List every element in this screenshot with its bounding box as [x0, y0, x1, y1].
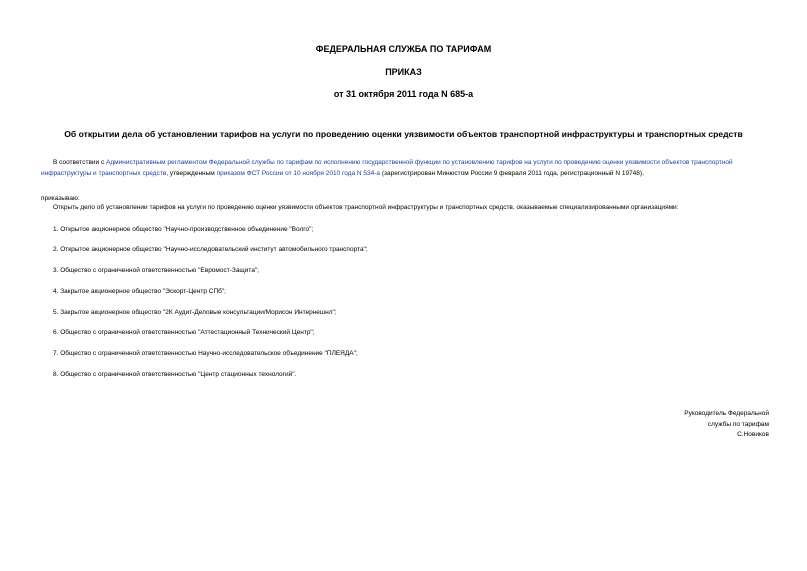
- order-534a-link[interactable]: приказом ФСТ России от 10 ноября 2010 года N 534-а: [216, 170, 381, 177]
- list-item: 2. Открытое акционерное общество "Научно-исследовательский институт автомобильного транспорта";: [53, 246, 368, 253]
- list-item: 4. Закрытое акционерное общество "Эскорт-Центр СПб";: [53, 288, 226, 295]
- list-item: 3. Общество с ограниченной ответственностью "Евромост-Защита";: [53, 267, 260, 274]
- list-item: 6. Общество с ограниченной ответственностью "Аттестационный Технический Центр";: [53, 329, 315, 336]
- intro-mid: , утвержденным: [166, 170, 217, 177]
- intro-paragraph: [41, 157, 771, 179]
- decision-text: Открыть дело об установлении тарифов на услуги по проведению оценки уязвимости объектов транспортной инфраструктуры и транспортных средств, оказываемые специализированными организациями:: [53, 204, 679, 211]
- list-item: 7. Общество с ограниченной ответственностью Научно-исследовательское объединение "ПЛЕЯДА";: [53, 350, 358, 357]
- list-item: 1. Открытое акционерное общество "Научно-производственное объединение "Волго";: [53, 226, 314, 233]
- intro-tail: (зарегистрирован Минюстом России 9 февраля 2011 года, регистрационный N 19748),: [380, 170, 644, 177]
- document-subject: Об открытии дела об установлении тарифов на услуги по проведению оценки уязвимости объектов транспортной инфраструктуры и транспортных средств: [64, 129, 743, 139]
- document-type: ПРИКАЗ: [385, 67, 422, 77]
- intro-lead: В соответствии с: [53, 159, 107, 166]
- list-item: 8. Общество с ограниченной ответственностью "Центр стационных технологий".: [53, 371, 297, 378]
- regulation-link[interactable]: Административным регламентом Федеральной службы по тарифам по исполнению государственной функции по установлению тарифов на услуги по проведению оценки уязвимости объектов транспортной инфраструктуры и транспортных средств: [41, 159, 733, 177]
- agency-title: ФЕДЕРАЛЬНАЯ СЛУЖБА ПО ТАРИФАМ: [315, 44, 492, 54]
- signature-block: [684, 409, 769, 441]
- signature-position-line1: Руководитель Федеральной: [684, 410, 769, 417]
- prikazyvayu-label: приказываю:: [41, 195, 80, 202]
- signature-position-line2: службы по тарифам: [707, 420, 769, 428]
- document-date-number: от 31 октября 2011 года N 685-а: [333, 89, 474, 99]
- signatory-name: С.Новиков: [737, 431, 769, 438]
- list-item: 5. Закрытое акционерное общество "2К Аудит-Деловые консультации/Морисон Интернешнл";: [53, 309, 337, 316]
